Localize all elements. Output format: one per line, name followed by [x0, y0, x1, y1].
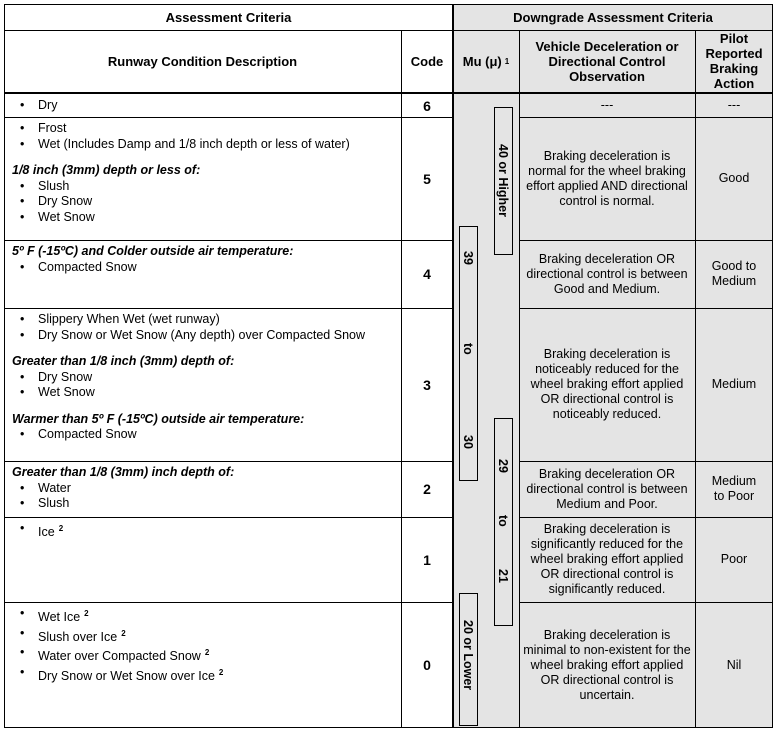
- condition-description: [4, 461, 401, 517]
- mu-range-39-to-30: [459, 226, 478, 481]
- condition-subheading: Greater than 1/8 inch (3mm) depth of:: [12, 354, 235, 368]
- condition-item: [12, 665, 401, 685]
- mu-range-29-to-21: [494, 418, 513, 626]
- condition-item-text: Slush: [38, 178, 70, 193]
- condition-item-text: Ice: [38, 525, 55, 540]
- mu-39-to-label: to: [461, 343, 475, 355]
- row-divider: [519, 117, 773, 118]
- condition-item: [12, 385, 401, 401]
- mu-footnote: 1: [504, 56, 510, 66]
- vehicle-deceleration-header: Vehicle Deceleration or Directional Control Observation: [535, 38, 679, 84]
- condition-item: [12, 179, 401, 195]
- condition-description: [4, 308, 401, 461]
- condition-item-text: Dry Snow or Wet Snow over Ice: [38, 669, 215, 684]
- condition-item: [12, 328, 401, 344]
- mu-range-20-or-lower: [459, 593, 478, 726]
- header-divider: [4, 30, 773, 31]
- condition-item-text: Compacted Snow: [38, 259, 137, 274]
- condition-item-text: Dry Snow: [38, 369, 93, 384]
- condition-subheading: 1/8 inch (3mm) depth or less of:: [12, 163, 201, 177]
- footnote-marker: 2: [84, 609, 89, 618]
- condition-item: [12, 645, 401, 665]
- pilot-braking-action: Nil: [726, 657, 742, 672]
- row-divider: [4, 308, 453, 309]
- row-divider: [519, 461, 773, 462]
- condition-item-text: Slush: [38, 496, 70, 510]
- downgrade-criteria-header: Downgrade Assessment Criteria: [513, 9, 713, 25]
- mu-21-label: 21: [496, 569, 510, 583]
- pilot-braking-action: Good to Medium: [711, 259, 757, 288]
- condition-item-text: Wet Ice: [38, 610, 81, 625]
- runway-condition-code: 0: [423, 657, 431, 673]
- mu-header-label: Mu (μ): [462, 53, 502, 69]
- border-left: [4, 4, 5, 728]
- condition-item: [12, 98, 401, 114]
- deceleration-observation: Braking deceleration OR directional control is between Medium and Poor.: [526, 466, 688, 511]
- runway-condition-code: 3: [423, 376, 431, 393]
- condition-item: [12, 121, 401, 137]
- pilot-braking-header: Pilot Reported Braking Action: [705, 31, 763, 91]
- footnote-marker: 2: [204, 648, 210, 658]
- mu-39-label: 39: [461, 251, 475, 265]
- condition-item-text: Water: [38, 480, 71, 495]
- condition-description: [4, 94, 401, 117]
- pilot-braking-action: Poor: [720, 552, 748, 566]
- condition-item: [12, 137, 401, 153]
- pilot-braking-action: Medium: [711, 377, 757, 391]
- condition-item: [12, 626, 401, 646]
- condition-item-text: Dry Snow or Wet Snow (Any depth) over Compacted Snow: [38, 327, 365, 342]
- row-divider: [4, 602, 453, 603]
- condition-item-text: Slush over Ice: [38, 629, 118, 644]
- assessment-criteria-header: Assessment Criteria: [165, 9, 292, 25]
- pilot-braking-action: Good: [718, 171, 750, 185]
- description-header: Runway Condition Description: [4, 30, 401, 92]
- condition-subheading: 5º F (-15ºC) and Colder outside air temperature:: [12, 244, 294, 258]
- code-column-divider: [401, 30, 402, 728]
- runway-condition-code: 5: [423, 170, 431, 187]
- border-right: [772, 4, 773, 728]
- section-divider: [452, 4, 454, 728]
- condition-item-text: Dry: [38, 98, 58, 112]
- condition-description: [4, 240, 401, 308]
- condition-subheading: Greater than 1/8 (3mm) inch depth of:: [12, 465, 235, 479]
- condition-description: [4, 117, 401, 240]
- mu-29-to-label: to: [496, 515, 510, 527]
- condition-item-text: Frost: [38, 121, 67, 135]
- runway-condition-code: 6: [423, 97, 431, 114]
- row-divider: [4, 240, 453, 241]
- condition-item-text: Slippery When Wet (wet runway): [38, 312, 220, 326]
- footnote-marker: 2: [218, 667, 224, 677]
- condition-item: [12, 194, 401, 210]
- row-divider: [4, 117, 453, 118]
- border-top: [4, 4, 773, 5]
- footnote-marker: 2: [58, 524, 64, 533]
- condition-item-text: Wet Snow: [38, 385, 95, 399]
- runway-condition-code: 1: [423, 551, 431, 568]
- condition-description: [4, 602, 401, 728]
- pilot-column-divider: [695, 30, 696, 728]
- condition-item-text: Compacted Snow: [38, 427, 137, 441]
- row-divider: [4, 461, 453, 462]
- deceleration-observation: Braking deceleration is noticeably reduced for the wheel braking effort applied OR directional control is noticeably reduced.: [530, 347, 684, 421]
- mu-30-label: 30: [461, 435, 475, 449]
- condition-item: [12, 521, 401, 541]
- row-divider: [519, 517, 773, 518]
- runway-condition-code: 4: [423, 266, 431, 282]
- condition-subheading: Warmer than 5º F (-15ºC) outside air temperature:: [12, 411, 305, 426]
- condition-item: [12, 427, 401, 443]
- code-header: Code: [401, 30, 453, 92]
- condition-item: [12, 312, 401, 328]
- deceleration-observation: Braking deceleration is normal for the wheel braking effort applied AND directional control is normal.: [526, 148, 688, 208]
- row-divider: [4, 517, 453, 518]
- footnote-marker: 2: [121, 628, 126, 638]
- condition-description: [4, 517, 401, 602]
- condition-item-text: Wet Snow: [38, 209, 95, 224]
- mu-header: [453, 30, 519, 92]
- deceleration-observation: ---: [600, 98, 614, 112]
- deceleration-observation: Braking deceleration is significantly reduced for the wheel braking effort applied OR directional control is significantly reduced.: [530, 522, 684, 596]
- condition-item-text: Dry Snow: [38, 194, 93, 208]
- row-divider: [519, 602, 773, 603]
- row-divider: [519, 240, 773, 241]
- condition-item: [12, 481, 401, 497]
- condition-item: [12, 260, 401, 276]
- mu-20-label: 20 or Lower: [461, 620, 475, 691]
- runway-condition-code: 2: [423, 481, 431, 497]
- header-bottom-divider: [4, 92, 773, 94]
- condition-item: [12, 606, 401, 626]
- mu-range-40-or-higher: [494, 107, 513, 255]
- deceleration-observation: Braking deceleration OR directional control is between Good and Medium.: [526, 251, 688, 296]
- pilot-braking-action: ---: [727, 98, 741, 112]
- condition-item-text: Wet (Includes Damp and 1/8 inch depth or less of water): [38, 136, 350, 151]
- condition-item-text: Water over Compacted Snow: [38, 649, 201, 664]
- mu-40-label: 40 or Higher: [496, 144, 510, 217]
- deceleration-observation: Braking deceleration is minimal to non-existent for the wheel braking effort applied OR directional control is uncertain.: [523, 627, 691, 702]
- mu-column-divider: [519, 30, 520, 728]
- border-bottom: [4, 727, 773, 728]
- row-divider: [519, 308, 773, 309]
- mu-29-label: 29: [496, 459, 510, 473]
- pilot-braking-action: Medium to Poor: [711, 474, 757, 503]
- condition-item: [12, 370, 401, 386]
- condition-item: [12, 496, 401, 512]
- runway-condition-table: [4, 4, 773, 728]
- condition-item: [12, 210, 401, 226]
